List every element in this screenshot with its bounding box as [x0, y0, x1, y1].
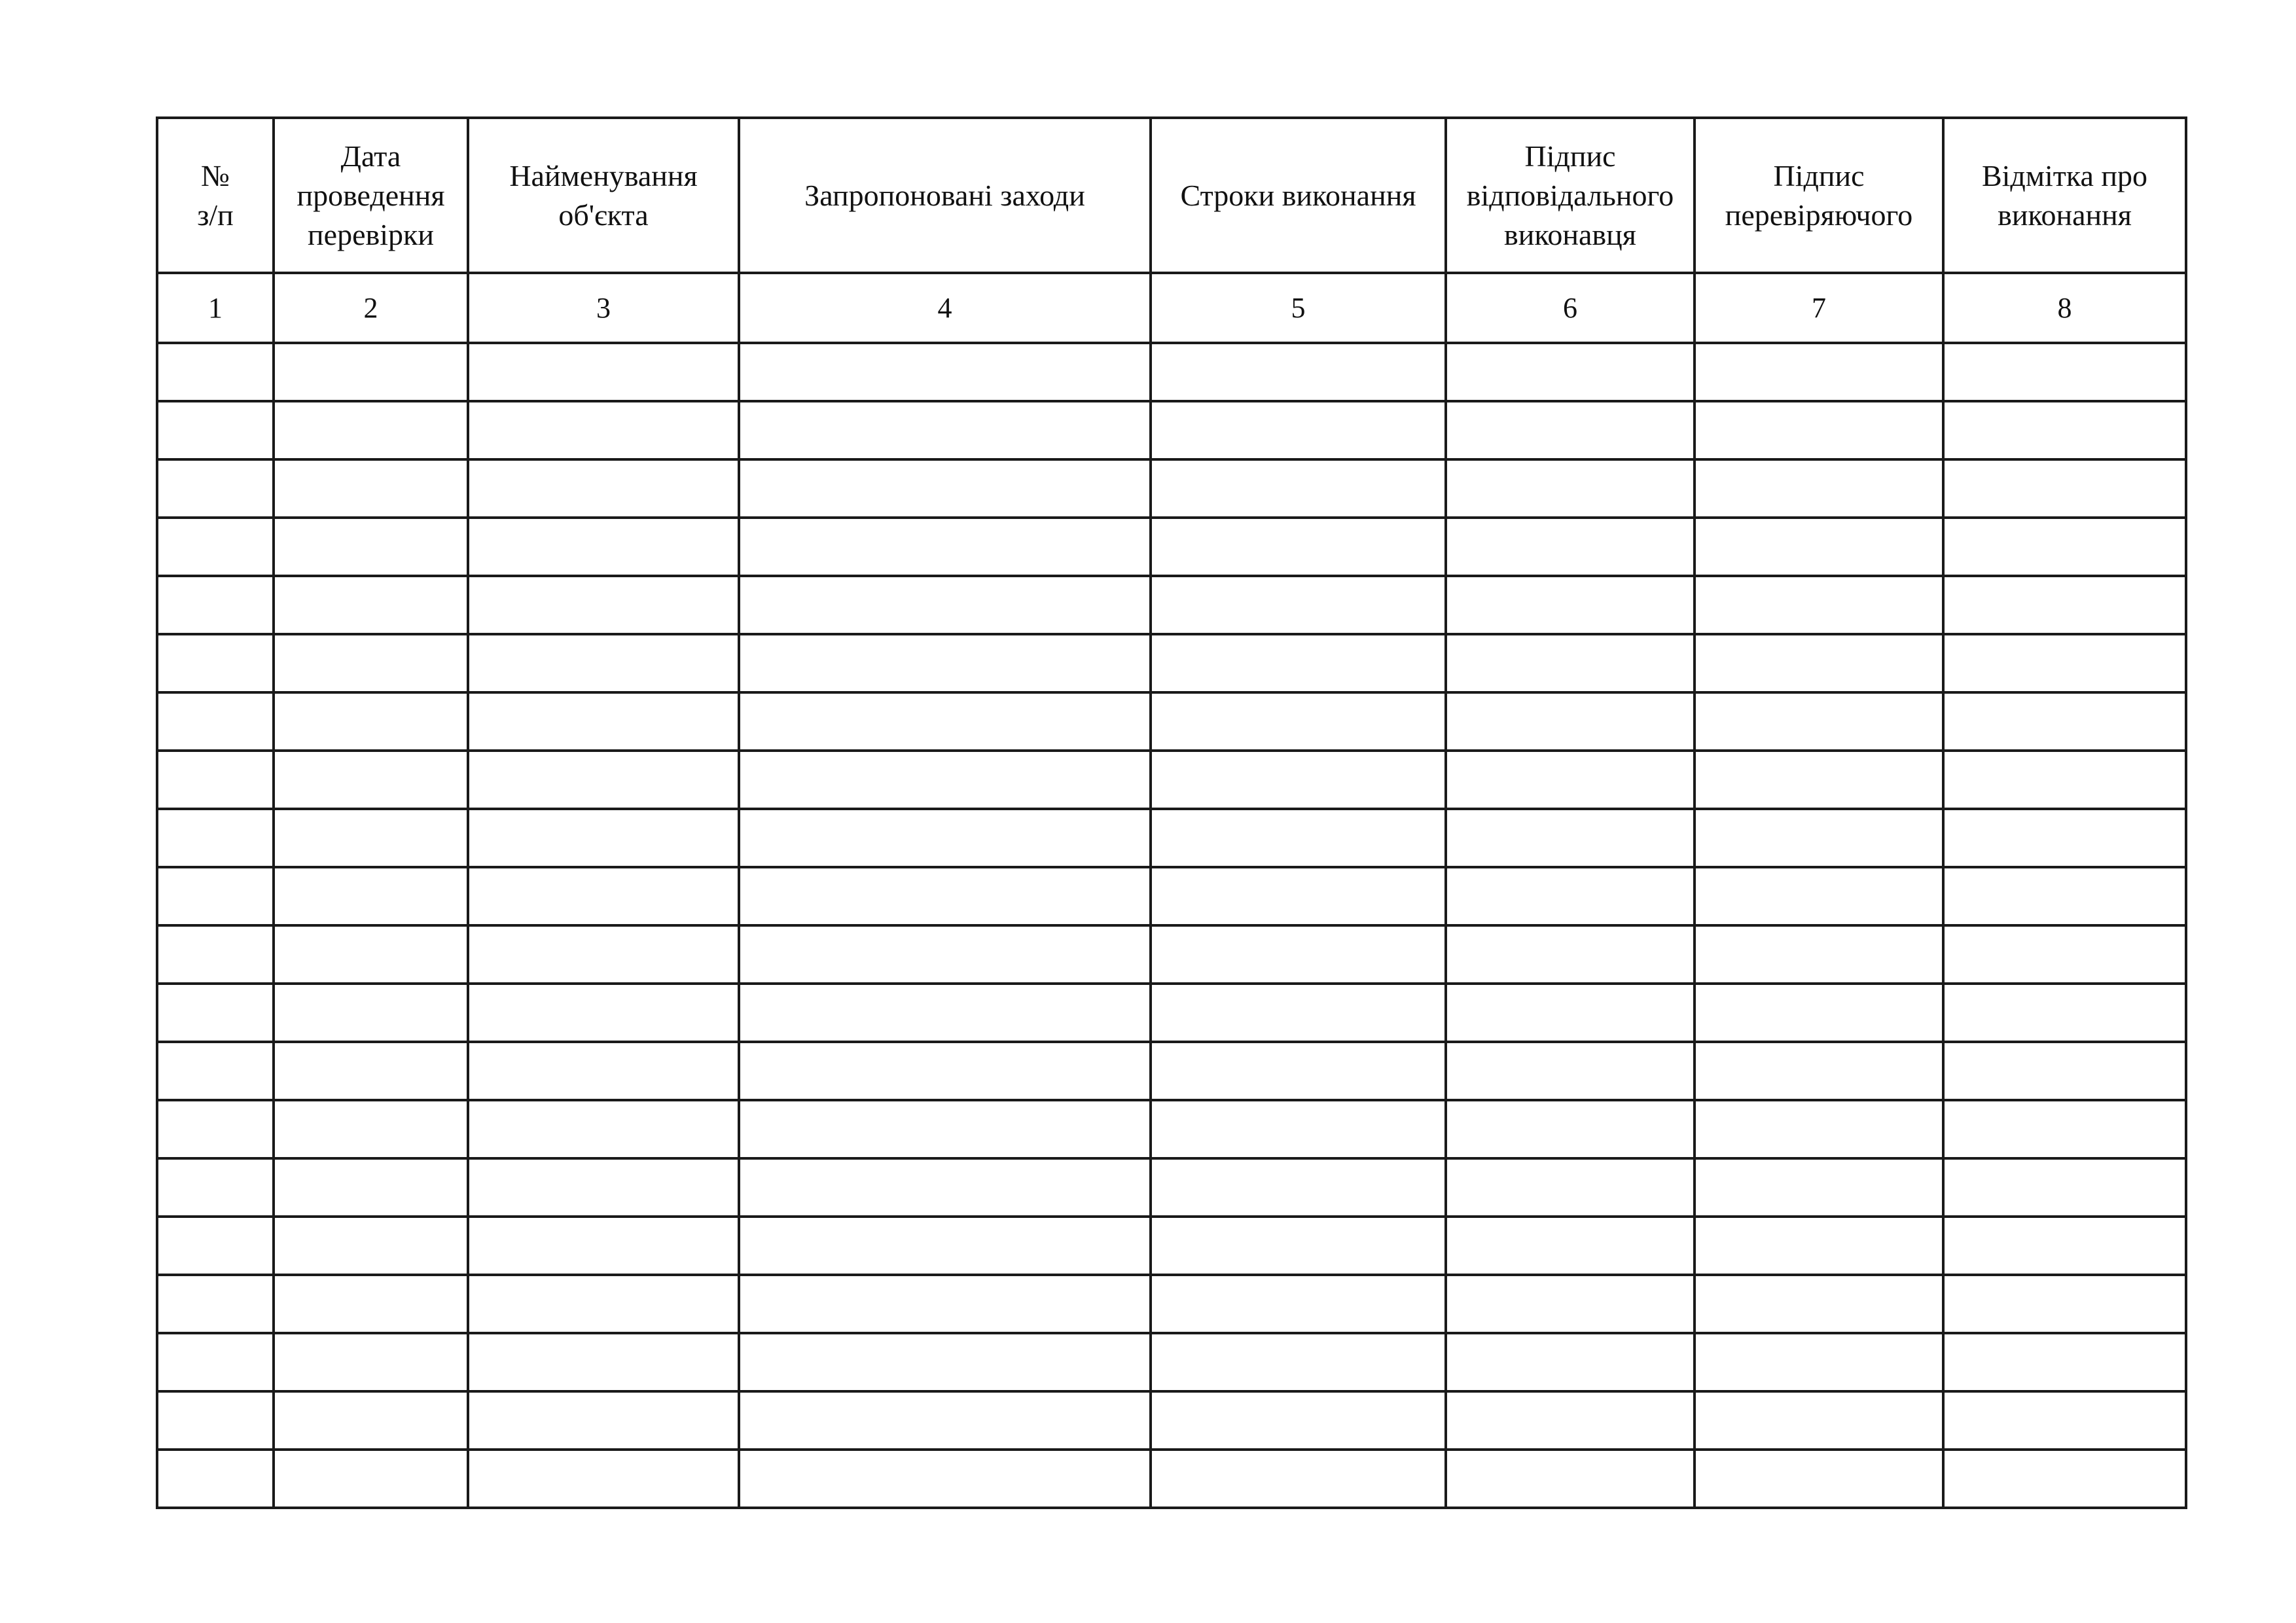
empty-cell [157, 401, 274, 459]
table-row [157, 1450, 2186, 1508]
col-header-deadlines: Строки виконання [1151, 118, 1446, 273]
empty-cell [1943, 1450, 2186, 1508]
empty-cell [1943, 401, 2186, 459]
empty-cell [274, 576, 468, 634]
empty-cell [1446, 518, 1695, 576]
empty-cell [739, 809, 1151, 867]
inspection-journal-table [156, 116, 2187, 1509]
empty-cell [157, 925, 274, 984]
empty-cell [468, 692, 739, 751]
empty-cell [739, 1217, 1151, 1275]
empty-cell [1446, 1275, 1695, 1333]
empty-cell [1695, 1042, 1943, 1100]
table-row [157, 1391, 2186, 1450]
empty-cell [1151, 1100, 1446, 1158]
empty-cell [1695, 692, 1943, 751]
empty-cell [468, 867, 739, 925]
empty-cell [1943, 809, 2186, 867]
empty-cell [274, 867, 468, 925]
empty-cell [1695, 459, 1943, 518]
empty-cell [1151, 343, 1446, 401]
empty-cell [157, 692, 274, 751]
empty-cell [1695, 984, 1943, 1042]
empty-cell [1943, 1275, 2186, 1333]
empty-cell [274, 751, 468, 809]
empty-cell [1446, 925, 1695, 984]
col-header-object-name: Найменування об'єкта [468, 118, 739, 273]
empty-cell [1943, 1100, 2186, 1158]
header-row [157, 118, 2186, 273]
empty-cell [1446, 576, 1695, 634]
column-number: 8 [1943, 273, 2186, 343]
table-row [157, 1100, 2186, 1158]
empty-cell [1151, 1333, 1446, 1391]
empty-cell [1943, 925, 2186, 984]
empty-cell [468, 1275, 739, 1333]
empty-cell [1446, 1450, 1695, 1508]
empty-cell [1446, 1391, 1695, 1450]
empty-cell [1151, 984, 1446, 1042]
empty-cell [1151, 1217, 1446, 1275]
empty-cell [274, 1158, 468, 1217]
empty-cell [274, 518, 468, 576]
empty-cell [274, 1042, 468, 1100]
empty-cell [157, 751, 274, 809]
empty-cell [1695, 867, 1943, 925]
empty-cell [157, 867, 274, 925]
empty-cell [1943, 518, 2186, 576]
empty-cell [274, 1100, 468, 1158]
empty-cell [468, 518, 739, 576]
empty-cell [157, 1391, 274, 1450]
empty-cell [1151, 1158, 1446, 1217]
empty-cell [468, 576, 739, 634]
table-row [157, 1333, 2186, 1391]
empty-cell [1151, 1450, 1446, 1508]
empty-cell [1943, 984, 2186, 1042]
empty-cell [157, 1217, 274, 1275]
table-row [157, 1158, 2186, 1217]
empty-cell [1695, 751, 1943, 809]
empty-cell [1943, 867, 2186, 925]
empty-cell [157, 634, 274, 692]
empty-cell [274, 809, 468, 867]
column-number-row [157, 273, 2186, 343]
empty-cell [157, 518, 274, 576]
empty-cell [157, 1042, 274, 1100]
empty-cell [1151, 634, 1446, 692]
empty-cell [274, 401, 468, 459]
empty-cell [274, 459, 468, 518]
table-row [157, 576, 2186, 634]
empty-cell [1446, 401, 1695, 459]
col-header-completion-mark: Відмітка про виконання [1943, 118, 2186, 273]
empty-cell [1151, 692, 1446, 751]
empty-cell [1943, 692, 2186, 751]
empty-cell [274, 343, 468, 401]
col-header-proposed-measures: Запропоновані заходи [739, 118, 1151, 273]
empty-cell [1151, 867, 1446, 925]
empty-cell [739, 459, 1151, 518]
col-header-number: № з/п [157, 118, 274, 273]
empty-cell [468, 1158, 739, 1217]
empty-cell [157, 576, 274, 634]
empty-cell [1695, 401, 1943, 459]
table-row [157, 1217, 2186, 1275]
empty-cell [1943, 459, 2186, 518]
empty-cell [157, 1450, 274, 1508]
empty-cell [274, 1391, 468, 1450]
empty-cell [1695, 1333, 1943, 1391]
empty-cell [1943, 1333, 2186, 1391]
empty-cell [468, 343, 739, 401]
empty-cell [468, 401, 739, 459]
empty-cell [1695, 343, 1943, 401]
column-number: 4 [739, 273, 1151, 343]
empty-cell [739, 984, 1151, 1042]
empty-cell [739, 1158, 1151, 1217]
empty-cell [739, 1100, 1151, 1158]
col-header-responsible-signature: Підпис відповідального виконавця [1446, 118, 1695, 273]
empty-cell [157, 459, 274, 518]
empty-cell [274, 634, 468, 692]
col-header-inspector-signature: Підпис перевіряючого [1695, 118, 1943, 273]
table-row [157, 401, 2186, 459]
empty-cell [1943, 1391, 2186, 1450]
empty-cell [1446, 1042, 1695, 1100]
empty-cell [1695, 809, 1943, 867]
empty-cell [1943, 1158, 2186, 1217]
empty-cell [1695, 1450, 1943, 1508]
empty-cell [1695, 1158, 1943, 1217]
table-row [157, 634, 2186, 692]
empty-cell [1446, 1158, 1695, 1217]
empty-cell [468, 1042, 739, 1100]
empty-cell [1446, 343, 1695, 401]
table-row [157, 1042, 2186, 1100]
empty-cell [157, 809, 274, 867]
empty-cell [468, 1333, 739, 1391]
empty-cell [274, 1450, 468, 1508]
empty-cell [157, 343, 274, 401]
empty-cell [1151, 518, 1446, 576]
table-row [157, 692, 2186, 751]
empty-cell [274, 1333, 468, 1391]
empty-cell [1446, 1217, 1695, 1275]
empty-cell [739, 1333, 1151, 1391]
table-row [157, 867, 2186, 925]
table-row [157, 518, 2186, 576]
empty-cell [468, 925, 739, 984]
empty-cell [468, 1217, 739, 1275]
empty-cell [468, 809, 739, 867]
empty-cell [739, 925, 1151, 984]
column-number: 1 [157, 273, 274, 343]
empty-cell [1151, 576, 1446, 634]
table-row [157, 925, 2186, 984]
empty-cell [1446, 459, 1695, 518]
empty-cell [1943, 1042, 2186, 1100]
empty-cell [739, 576, 1151, 634]
empty-cell [1446, 634, 1695, 692]
empty-cell [739, 1391, 1151, 1450]
empty-cell [157, 1158, 274, 1217]
empty-cell [1943, 343, 2186, 401]
empty-cell [1151, 401, 1446, 459]
empty-cell [1151, 1275, 1446, 1333]
empty-cell [1151, 751, 1446, 809]
empty-cell [1943, 634, 2186, 692]
empty-cell [1151, 925, 1446, 984]
empty-cell [157, 984, 274, 1042]
empty-cell [468, 634, 739, 692]
empty-cell [1446, 984, 1695, 1042]
empty-cell [468, 1391, 739, 1450]
empty-cell [1695, 925, 1943, 984]
table-row [157, 984, 2186, 1042]
empty-cell [739, 751, 1151, 809]
empty-cell [1695, 1217, 1943, 1275]
table-row [157, 1275, 2186, 1333]
empty-cell [274, 984, 468, 1042]
empty-cell [1446, 867, 1695, 925]
empty-cell [274, 1275, 468, 1333]
empty-cell [739, 867, 1151, 925]
empty-cell [1446, 1333, 1695, 1391]
empty-cell [468, 459, 739, 518]
column-number: 5 [1151, 273, 1446, 343]
empty-cell [468, 1450, 739, 1508]
empty-cell [739, 343, 1151, 401]
empty-cell [274, 925, 468, 984]
column-number: 7 [1695, 273, 1943, 343]
empty-cell [1695, 518, 1943, 576]
empty-cell [157, 1100, 274, 1158]
empty-cell [468, 984, 739, 1042]
empty-cell [1151, 809, 1446, 867]
empty-cell [1695, 1100, 1943, 1158]
empty-cell [739, 518, 1151, 576]
table-row [157, 751, 2186, 809]
empty-cell [739, 401, 1151, 459]
empty-cell [1151, 1042, 1446, 1100]
empty-cell [468, 1100, 739, 1158]
empty-cell [1695, 1391, 1943, 1450]
table-row [157, 809, 2186, 867]
empty-cell [468, 751, 739, 809]
empty-cell [274, 1217, 468, 1275]
table-row [157, 343, 2186, 401]
empty-cell [157, 1275, 274, 1333]
empty-cell [739, 692, 1151, 751]
empty-cell [1695, 634, 1943, 692]
empty-cell [1446, 692, 1695, 751]
empty-cell [1943, 576, 2186, 634]
empty-cell [1446, 809, 1695, 867]
col-header-inspection-date: Дата проведення перевірки [274, 118, 468, 273]
empty-cell [739, 1450, 1151, 1508]
empty-cell [1695, 576, 1943, 634]
empty-cell [1446, 1100, 1695, 1158]
column-number: 3 [468, 273, 739, 343]
column-number: 2 [274, 273, 468, 343]
empty-cell [1446, 751, 1695, 809]
column-number: 6 [1446, 273, 1695, 343]
table-row [157, 459, 2186, 518]
empty-cell [157, 1333, 274, 1391]
empty-cell [274, 692, 468, 751]
empty-cell [739, 1275, 1151, 1333]
empty-cell [1943, 751, 2186, 809]
empty-cell [739, 1042, 1151, 1100]
empty-cell [1943, 1217, 2186, 1275]
empty-cell [1151, 1391, 1446, 1450]
empty-cell [1695, 1275, 1943, 1333]
empty-cell [739, 634, 1151, 692]
empty-cell [1151, 459, 1446, 518]
